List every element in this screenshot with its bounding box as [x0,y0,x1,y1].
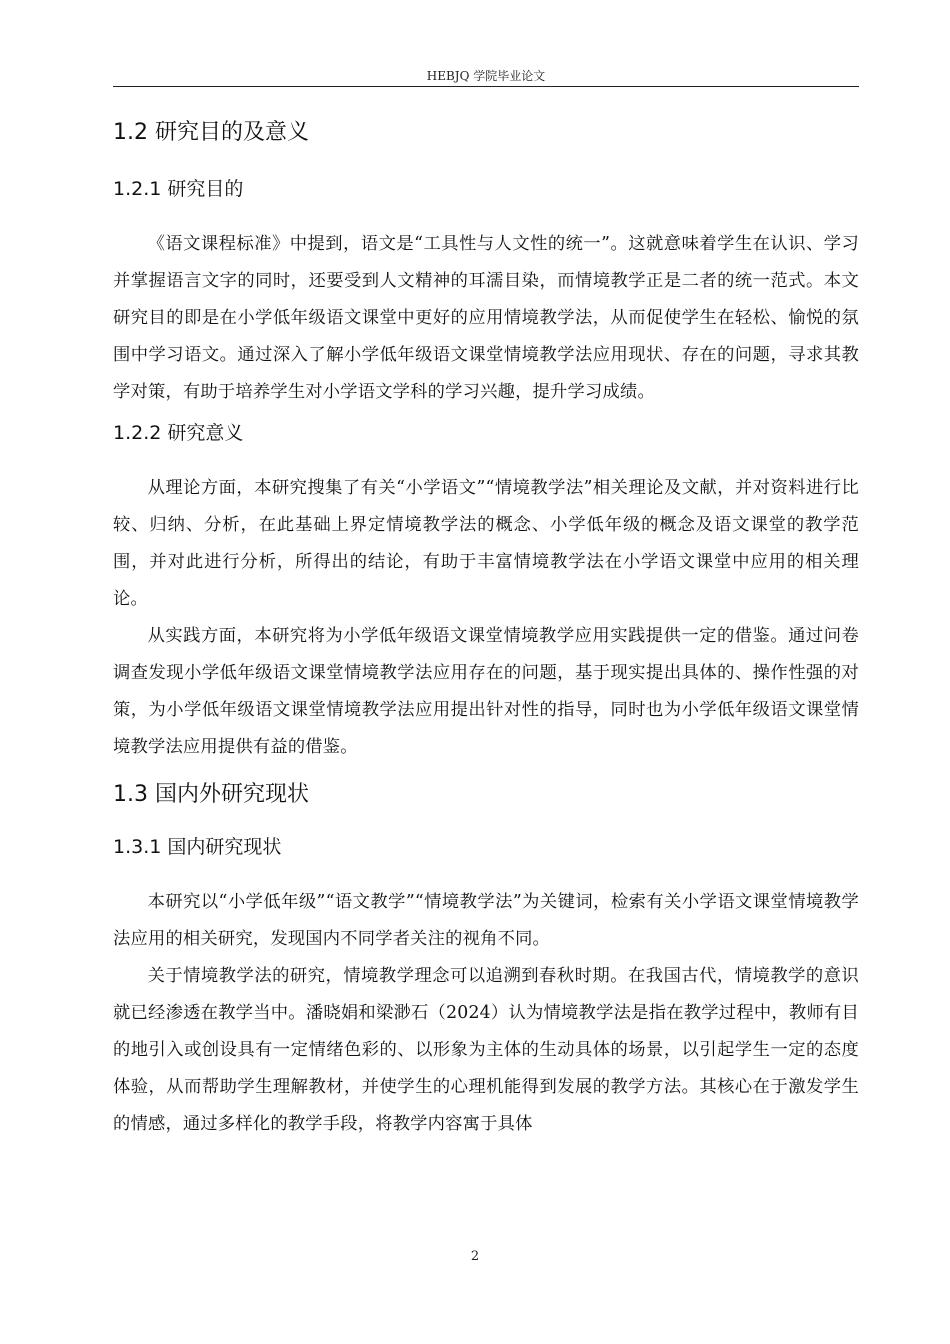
paragraph-theory-significance: 从理论方面，本研究搜集了有关“小学语文”“情境教学法”相关理论及文献，并对资料进行比较、归纳、分析，在此基础上界定情境教学法的概念、小学低年级的概念及语文课堂的教学范围，并对此进行分析，所得出的结论，有助于丰富情境教学法在小学语文课堂中应用的相关理论。 [113,478,859,609]
header-title: HEBJQ 学院毕业论文 [426,69,546,83]
section-heading-1-2-1: 1.2.1 研究目的 [113,178,244,200]
paragraph-domestic-keywords: 本研究以“小学低年级”“语文教学”“情境教学法”为关键词，检索有关小学语文课堂情境教学法应用的相关研究，发现国内不同学者关注的视角不同。 [113,892,859,949]
page-body [113,118,859,1143]
paragraph-domestic-history: 关于情境教学法的研究，情境教学理念可以追溯到春秋时期。在我国古代，情境教学的意识就已经渗透在教学当中。潘晓娟和梁渺石（2024）认为情境教学法是指在教学过程中，教师有目的地引入或创设具有一定情绪色彩的、以形象为主体的生动具体的场景，以引起学生一定的态度体验，从而帮助学生理解教材，并使学生的心理机能得到发展的教学方法。其核心在于激发学生的情感，通过多样化的教学手段，将教学内容寓于具体 [113,966,859,1134]
section-heading-1-3: 1.3 国内外研究现状 [113,782,309,807]
running-header [113,68,859,87]
section-heading-1-2-2: 1.2.2 研究意义 [113,422,244,444]
section-heading-1-2: 1.2 研究目的及意义 [113,120,309,145]
paragraph-practice-significance: 从实践方面，本研究将为小学低年级语文课堂情境教学应用实践提供一定的借鉴。通过问卷调查发现小学低年级语文课堂情境教学法应用存在的问题，基于现实提出具体的、操作性强的对策，为小学低年级语文课堂情境教学法应用提出针对性的指导，同时也为小学低年级语文课堂情境教学法应用提供有益的借鉴。 [113,626,859,757]
section-heading-1-3-1: 1.3.1 国内研究现状 [113,836,282,858]
page-number: 2 [470,1249,480,1264]
paragraph-research-purpose: 《语文课程标准》中提到，语文是“工具性与人文性的统一”。这就意味着学生在认识、学习并掌握语言文字的同时，还要受到人文精神的耳濡目染，而情境教学正是二者的统一范式。本文研究目的即是在小学低年级语文课堂中更好的应用情境教学法，从而促使学生在轻松、愉悦的氛围中学习语文。通过深入了解小学低年级语文课堂情境教学法应用现状、存在的问题，寻求其教学对策，有助于培养学生对小学语文学科的学习兴趣，提升学习成绩。 [113,234,859,402]
